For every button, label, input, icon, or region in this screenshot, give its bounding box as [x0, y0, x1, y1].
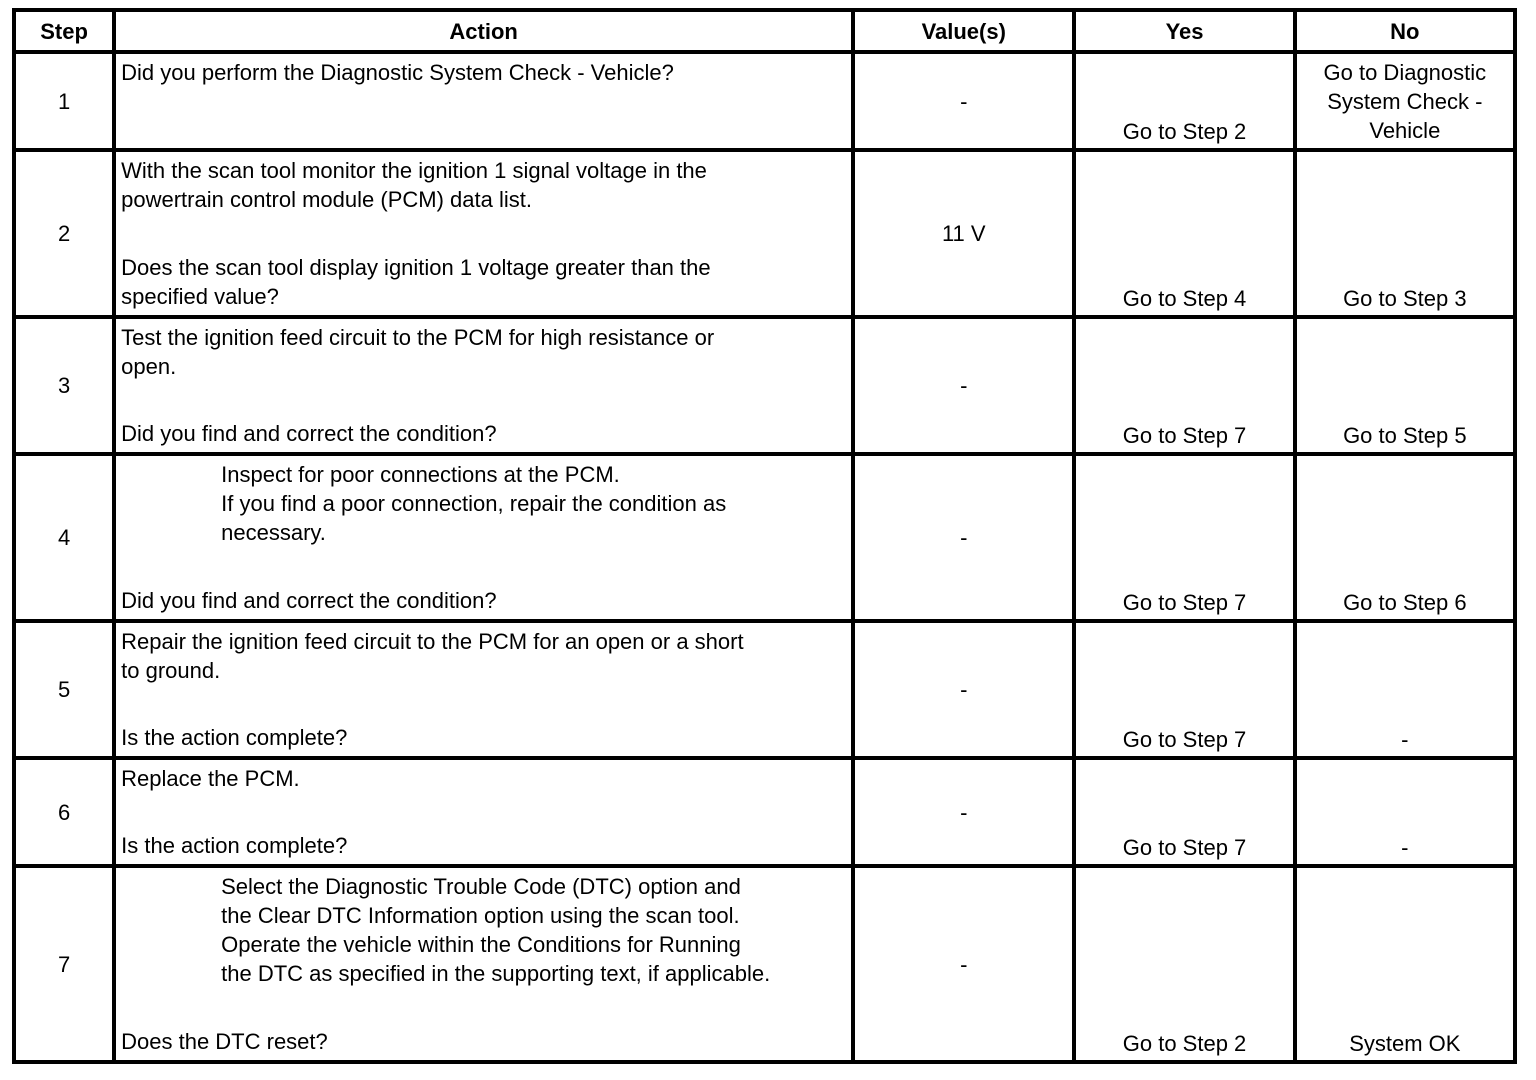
step-number: 6	[14, 758, 114, 866]
header-step: Step	[14, 10, 114, 52]
action-cell	[114, 866, 853, 1062]
action-question: Does the scan tool display ignition 1 voltage greater than the specified value?	[121, 255, 711, 309]
step-number: 5	[14, 621, 114, 758]
step-number: 3	[14, 317, 114, 454]
header-no: No	[1295, 10, 1515, 52]
yes-cell: Go to Step 7	[1074, 758, 1294, 866]
action-question: Does the DTC reset?	[121, 1029, 328, 1054]
no-cell: Go to Step 5	[1295, 317, 1515, 454]
diagnostic-table	[12, 8, 1517, 1064]
step-number: 2	[14, 150, 114, 317]
step-number: 1	[14, 52, 114, 150]
action-instruction: Did you perform the Diagnostic System Check - Vehicle?	[121, 60, 674, 85]
action-instruction: Select the Diagnostic Trouble Code (DTC) option and the Clear DTC Information option using the scan tool. Operate the vehicle within the Conditions for Running the DTC as specified in the supporting text, if applicable.	[221, 874, 771, 986]
action-instruction: Repair the ignition feed circuit to the PCM for an open or a short to ground.	[121, 629, 744, 683]
yes-cell: Go to Step 2	[1074, 52, 1294, 150]
step-number: 7	[14, 866, 114, 1062]
action-question: Did you find and correct the condition?	[121, 588, 497, 613]
action-cell	[114, 317, 853, 454]
header-values: Value(s)	[853, 10, 1074, 52]
no-cell: -	[1295, 758, 1515, 866]
action-cell	[114, 454, 853, 621]
no-cell: System OK	[1295, 866, 1515, 1062]
table-row	[14, 317, 1515, 454]
value-cell: -	[853, 454, 1074, 621]
yes-cell: Go to Step 7	[1074, 317, 1294, 454]
action-cell	[114, 150, 853, 317]
action-instruction: Replace the PCM.	[121, 766, 300, 791]
value-cell: -	[853, 317, 1074, 454]
action-question: Is the action complete?	[121, 833, 348, 858]
action-instruction: Inspect for poor connections at the PCM. If you find a poor connection, repair the condition as necessary.	[221, 462, 727, 545]
table-row	[14, 758, 1515, 866]
yes-cell: Go to Step 4	[1074, 150, 1294, 317]
no-cell: Go to Diagnostic System Check - Vehicle	[1295, 52, 1515, 150]
no-cell: Go to Step 3	[1295, 150, 1515, 317]
table-row	[14, 150, 1515, 317]
header-row	[14, 10, 1515, 52]
step-number: 4	[14, 454, 114, 621]
action-cell	[114, 758, 853, 866]
header-yes: Yes	[1074, 10, 1294, 52]
action-question: Did you find and correct the condition?	[121, 421, 497, 446]
value-cell: 11 V	[853, 150, 1074, 317]
no-cell: -	[1295, 621, 1515, 758]
action-cell	[114, 621, 853, 758]
value-cell: -	[853, 758, 1074, 866]
header-action: Action	[114, 10, 853, 52]
action-instruction: Test the ignition feed circuit to the PCM for high resistance or open.	[121, 325, 715, 379]
table-row	[14, 621, 1515, 758]
yes-cell: Go to Step 7	[1074, 621, 1294, 758]
table-row	[14, 866, 1515, 1062]
action-instruction: With the scan tool monitor the ignition 1 signal voltage in the powertrain control module (PCM) data list.	[121, 158, 707, 212]
table-row	[14, 52, 1515, 150]
yes-cell: Go to Step 7	[1074, 454, 1294, 621]
no-cell: Go to Step 6	[1295, 454, 1515, 621]
value-cell: -	[853, 866, 1074, 1062]
action-cell	[114, 52, 853, 150]
yes-cell: Go to Step 2	[1074, 866, 1294, 1062]
value-cell: -	[853, 621, 1074, 758]
table-row	[14, 454, 1515, 621]
action-question: Is the action complete?	[121, 725, 348, 750]
value-cell: -	[853, 52, 1074, 150]
